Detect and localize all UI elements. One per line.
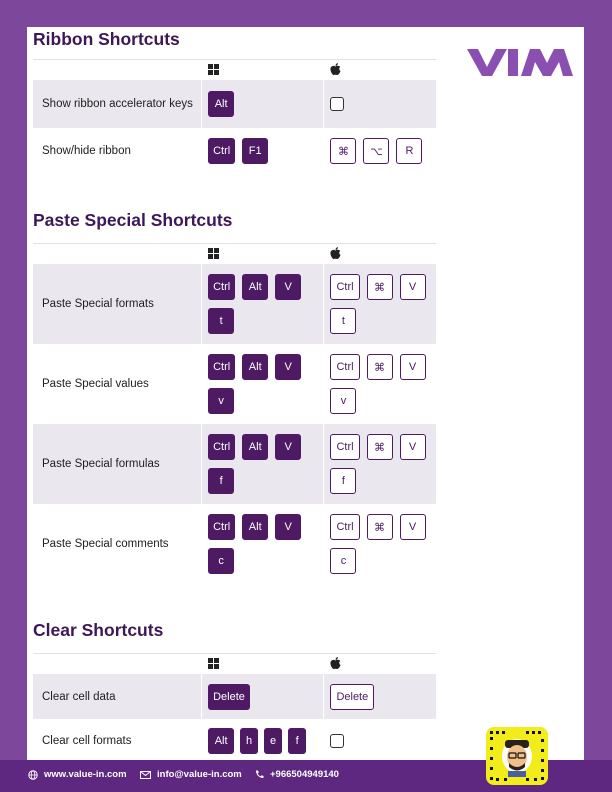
vim-logo bbox=[467, 47, 573, 77]
key: ⌘ bbox=[367, 274, 393, 300]
ribbon-shortcuts-section bbox=[33, 27, 436, 174]
checkbox-icon bbox=[330, 97, 344, 111]
key: Ctrl bbox=[208, 138, 235, 164]
key: ⌘ bbox=[330, 138, 356, 164]
windows-keys bbox=[201, 344, 323, 424]
windows-keys bbox=[201, 719, 323, 760]
windows-keys bbox=[201, 504, 323, 584]
key: V bbox=[400, 274, 426, 300]
website-text: www.value-in.com bbox=[44, 769, 127, 780]
section-title: Clear Shortcuts bbox=[33, 620, 164, 640]
key: ⌥ bbox=[363, 138, 389, 164]
phone-text: +966504949140 bbox=[270, 769, 339, 780]
key: Alt bbox=[208, 91, 234, 117]
clear-shortcuts-section bbox=[33, 618, 436, 760]
mac-keys bbox=[323, 80, 436, 128]
key: ⌘ bbox=[367, 434, 393, 460]
windows-icon bbox=[208, 248, 219, 259]
mac-keys bbox=[323, 504, 436, 584]
key: V bbox=[400, 434, 426, 460]
globe-icon bbox=[28, 770, 38, 780]
footer-phone[interactable] bbox=[255, 769, 339, 780]
windows-keys bbox=[201, 128, 323, 174]
windows-icon bbox=[208, 64, 219, 75]
key: Delete bbox=[208, 684, 250, 710]
key: ⌘ bbox=[367, 354, 393, 380]
shortcut-row bbox=[33, 344, 436, 424]
key: c bbox=[208, 548, 234, 574]
key: Ctrl bbox=[330, 354, 359, 380]
windows-icon bbox=[208, 658, 219, 669]
key: f bbox=[330, 468, 356, 494]
checkbox-icon bbox=[330, 734, 344, 748]
shortcut-label: Show ribbon accelerator keys bbox=[42, 98, 193, 110]
shortcut-label: Paste Special comments bbox=[42, 538, 169, 550]
key: Alt bbox=[242, 354, 268, 380]
shortcut-label: Paste Special formulas bbox=[42, 458, 160, 470]
mac-keys bbox=[323, 264, 436, 344]
key: Alt bbox=[242, 434, 268, 460]
apple-icon bbox=[330, 247, 341, 260]
key: Delete bbox=[330, 684, 374, 710]
key: Ctrl bbox=[208, 434, 235, 460]
shortcut-row bbox=[33, 719, 436, 760]
key: V bbox=[275, 354, 301, 380]
key: e bbox=[264, 728, 282, 754]
key: Alt bbox=[208, 728, 234, 754]
shortcut-row bbox=[33, 504, 436, 584]
key: h bbox=[240, 728, 258, 754]
key: t bbox=[330, 308, 356, 334]
cheatsheet-page bbox=[27, 27, 584, 760]
section-title: Paste Special Shortcuts bbox=[33, 210, 233, 230]
mac-keys bbox=[323, 674, 436, 719]
apple-icon bbox=[330, 63, 341, 76]
shortcut-label: Clear cell data bbox=[42, 690, 116, 703]
footer-email[interactable] bbox=[140, 769, 242, 780]
key: f bbox=[208, 468, 234, 494]
shortcut-row bbox=[33, 128, 436, 174]
shortcut-row bbox=[33, 424, 436, 504]
shortcut-row bbox=[33, 80, 436, 128]
paste-special-section bbox=[33, 208, 436, 584]
key: v bbox=[208, 388, 234, 414]
windows-keys bbox=[201, 424, 323, 504]
key: Alt bbox=[242, 274, 268, 300]
key: Ctrl bbox=[330, 514, 359, 540]
snapcode-image bbox=[486, 727, 548, 785]
phone-icon bbox=[255, 770, 264, 779]
os-header-row bbox=[33, 243, 436, 264]
key: V bbox=[275, 274, 301, 300]
mac-keys bbox=[323, 344, 436, 424]
key: Ctrl bbox=[208, 354, 235, 380]
key: V bbox=[400, 514, 426, 540]
key: Ctrl bbox=[208, 274, 235, 300]
shortcut-label: Paste Special values bbox=[42, 378, 149, 390]
key: f bbox=[288, 728, 306, 754]
shortcut-row bbox=[33, 674, 436, 719]
mac-keys bbox=[323, 128, 436, 174]
key: Ctrl bbox=[208, 514, 235, 540]
snapcode[interactable] bbox=[486, 727, 548, 785]
key: Ctrl bbox=[330, 434, 359, 460]
key: F1 bbox=[242, 138, 268, 164]
key: R bbox=[396, 138, 422, 164]
os-header-row bbox=[33, 59, 436, 80]
key: v bbox=[330, 388, 356, 414]
shortcut-label: Clear cell formats bbox=[42, 735, 132, 747]
windows-keys bbox=[201, 80, 323, 128]
email-text: info@value-in.com bbox=[157, 769, 242, 780]
windows-keys bbox=[201, 264, 323, 344]
footer-website[interactable] bbox=[28, 769, 127, 780]
windows-keys bbox=[201, 674, 323, 719]
key: c bbox=[330, 548, 356, 574]
key: V bbox=[275, 434, 301, 460]
envelope-icon bbox=[140, 771, 151, 779]
section-title: Ribbon Shortcuts bbox=[33, 29, 180, 49]
key: ⌘ bbox=[367, 514, 393, 540]
key: t bbox=[208, 308, 234, 334]
shortcut-row bbox=[33, 264, 436, 344]
key: V bbox=[400, 354, 426, 380]
key: V bbox=[275, 514, 301, 540]
mac-keys bbox=[323, 424, 436, 504]
shortcut-label: Paste Special formats bbox=[42, 298, 154, 310]
apple-icon bbox=[330, 657, 341, 670]
os-header-row bbox=[33, 653, 436, 674]
shortcut-label: Show/hide ribbon bbox=[42, 145, 131, 157]
key: Ctrl bbox=[330, 274, 359, 300]
mac-keys bbox=[323, 719, 436, 760]
key: Alt bbox=[242, 514, 268, 540]
